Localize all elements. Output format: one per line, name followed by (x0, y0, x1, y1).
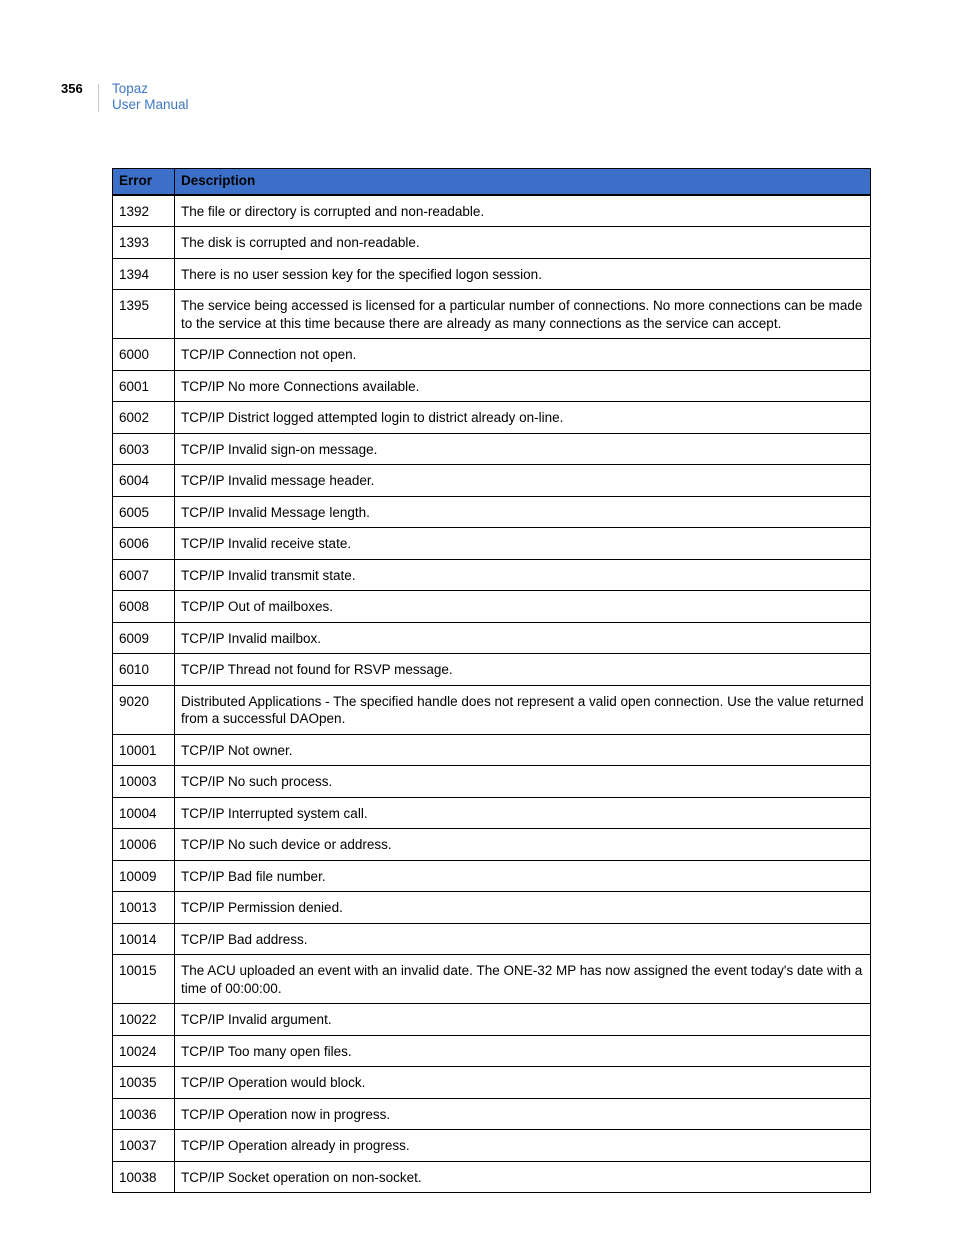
error-code-cell: 10024 (113, 1035, 175, 1067)
table-row (113, 370, 871, 402)
table-row (113, 1035, 871, 1067)
error-description-cell: Distributed Applications - The specified handle does not represent a valid open connection. Use the value returned from a successful DAOpen. (175, 685, 871, 734)
error-description-cell: TCP/IP Bad file number. (175, 860, 871, 892)
table-row (113, 227, 871, 259)
table-row (113, 797, 871, 829)
error-code-cell: 6002 (113, 402, 175, 434)
table-row (113, 258, 871, 290)
error-code-cell: 6009 (113, 622, 175, 654)
error-description-cell: TCP/IP Operation would block. (175, 1067, 871, 1099)
error-description-cell: TCP/IP Thread not found for RSVP message. (175, 654, 871, 686)
error-code-cell: 6003 (113, 433, 175, 465)
table-row (113, 1098, 871, 1130)
error-code-cell: 10036 (113, 1098, 175, 1130)
table-row (113, 622, 871, 654)
error-code-cell: 9020 (113, 685, 175, 734)
table-row (113, 591, 871, 623)
error-code-cell: 6001 (113, 370, 175, 402)
error-code-cell: 1394 (113, 258, 175, 290)
error-description-cell: TCP/IP No such process. (175, 766, 871, 798)
table-row (113, 1004, 871, 1036)
error-description-cell: TCP/IP Not owner. (175, 734, 871, 766)
error-description-cell: TCP/IP Invalid sign-on message. (175, 433, 871, 465)
error-description-cell: TCP/IP Connection not open. (175, 339, 871, 371)
error-code-cell: 6006 (113, 528, 175, 560)
error-description-cell: The disk is corrupted and non-readable. (175, 227, 871, 259)
error-description-cell: TCP/IP Invalid Message length. (175, 496, 871, 528)
table-row (113, 685, 871, 734)
error-code-cell: 1393 (113, 227, 175, 259)
table-row (113, 860, 871, 892)
table-row (113, 433, 871, 465)
error-code-cell: 6005 (113, 496, 175, 528)
table-row (113, 1067, 871, 1099)
error-description-cell: TCP/IP Socket operation on non-socket. (175, 1161, 871, 1193)
column-header-description: Description (175, 169, 871, 195)
header-divider (98, 84, 99, 112)
error-description-cell: TCP/IP No more Connections available. (175, 370, 871, 402)
document-title-manual: User Manual (112, 97, 189, 112)
table-row (113, 892, 871, 924)
table-row (113, 402, 871, 434)
error-description-cell: TCP/IP Invalid argument. (175, 1004, 871, 1036)
error-code-cell: 10006 (113, 829, 175, 861)
table-body (113, 195, 871, 1193)
error-code-cell: 6007 (113, 559, 175, 591)
error-description-cell: The file or directory is corrupted and non-readable. (175, 195, 871, 227)
table-row (113, 955, 871, 1004)
error-code-cell: 6000 (113, 339, 175, 371)
error-description-cell: TCP/IP Invalid message header. (175, 465, 871, 497)
error-code-cell: 10015 (113, 955, 175, 1004)
error-description-cell: The service being accessed is licensed for a particular number of connections. No more connections can be made to the service at this time because there are already as many connections as the service can accept. (175, 290, 871, 339)
error-code-cell: 6008 (113, 591, 175, 623)
error-code-cell: 10022 (113, 1004, 175, 1036)
error-code-cell: 10035 (113, 1067, 175, 1099)
error-code-cell: 10001 (113, 734, 175, 766)
table-row (113, 1130, 871, 1162)
error-description-cell: The ACU uploaded an event with an invalid date. The ONE-32 MP has now assigned the event today's date with a time of 00:00:00. (175, 955, 871, 1004)
error-description-cell: TCP/IP No such device or address. (175, 829, 871, 861)
error-code-cell: 10009 (113, 860, 175, 892)
table-row (113, 734, 871, 766)
table-row (113, 339, 871, 371)
error-code-cell: 6004 (113, 465, 175, 497)
table-row (113, 195, 871, 227)
error-code-cell: 6010 (113, 654, 175, 686)
error-description-cell: TCP/IP Out of mailboxes. (175, 591, 871, 623)
page-number: 356 (61, 81, 83, 96)
error-code-cell: 10013 (113, 892, 175, 924)
table-row (113, 465, 871, 497)
error-description-cell: TCP/IP Invalid transmit state. (175, 559, 871, 591)
document-title (112, 81, 189, 113)
column-header-error: Error (113, 169, 175, 195)
error-code-cell: 1395 (113, 290, 175, 339)
error-description-cell: TCP/IP Invalid mailbox. (175, 622, 871, 654)
error-description-cell: TCP/IP Permission denied. (175, 892, 871, 924)
document-title-product: Topaz (112, 81, 149, 96)
error-code-cell: 10003 (113, 766, 175, 798)
error-description-cell: TCP/IP Operation already in progress. (175, 1130, 871, 1162)
table-row (113, 528, 871, 560)
table-row (113, 559, 871, 591)
error-description-cell: There is no user session key for the specified logon session. (175, 258, 871, 290)
error-description-cell: TCP/IP Too many open files. (175, 1035, 871, 1067)
table-header-row (113, 169, 871, 195)
table-row (113, 829, 871, 861)
page-header (0, 0, 954, 130)
error-description-cell: TCP/IP Interrupted system call. (175, 797, 871, 829)
table-row (113, 766, 871, 798)
error-code-table (112, 168, 871, 1193)
table-row (113, 496, 871, 528)
error-code-cell: 10004 (113, 797, 175, 829)
table-row (113, 290, 871, 339)
error-description-cell: TCP/IP Invalid receive state. (175, 528, 871, 560)
error-description-cell: TCP/IP Operation now in progress. (175, 1098, 871, 1130)
table-row (113, 1161, 871, 1193)
error-code-cell: 10014 (113, 923, 175, 955)
error-code-cell: 10038 (113, 1161, 175, 1193)
error-description-cell: TCP/IP District logged attempted login to district already on-line. (175, 402, 871, 434)
error-description-cell: TCP/IP Bad address. (175, 923, 871, 955)
table-row (113, 923, 871, 955)
error-code-cell: 10037 (113, 1130, 175, 1162)
table-row (113, 654, 871, 686)
error-code-cell: 1392 (113, 195, 175, 227)
